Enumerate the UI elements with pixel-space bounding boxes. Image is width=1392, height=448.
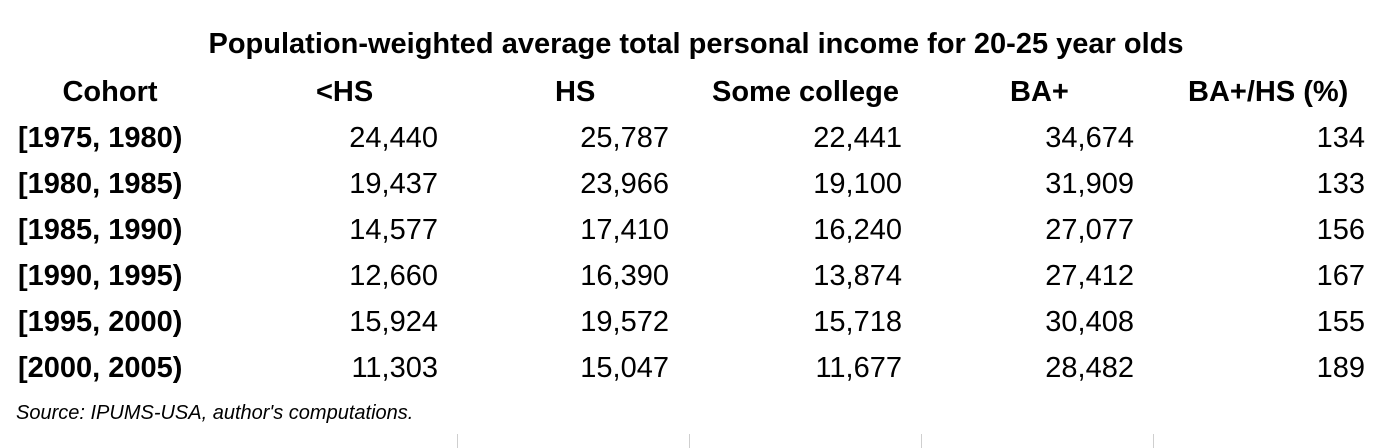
gridline-tick [1153,434,1154,448]
cohort-label: [2000, 2005) [18,352,183,384]
table-cell: 24,440 [349,122,438,154]
table-cell: 28,482 [1045,352,1134,384]
table-row [0,162,1392,206]
cohort-label: [1980, 1985) [18,168,183,200]
table-cell: 23,966 [580,168,669,200]
column-header: Cohort [62,76,158,108]
table-cell: 34,674 [1045,122,1134,154]
cohort-label: [1990, 1995) [18,260,183,292]
table-cell: 12,660 [349,260,438,292]
column-header: <HS [316,76,374,108]
table-row [0,116,1392,160]
table-cell: 25,787 [580,122,669,154]
table-cell: 15,924 [349,306,438,338]
source-note: Source: IPUMS-USA, author's computations. [16,402,414,424]
column-header: HS [555,76,596,108]
table-cell: 155 [1316,306,1365,338]
gridline-tick [689,434,690,448]
table-cell: 133 [1316,168,1365,200]
table-cell: 13,874 [813,260,902,292]
table-cell: 19,437 [349,168,438,200]
table-cell: 189 [1316,352,1365,384]
table-row [0,208,1392,252]
table-cell: 19,572 [580,306,669,338]
table-cell: 11,677 [815,352,902,384]
table-cell: 11,303 [351,352,438,384]
table-cell: 156 [1316,214,1365,246]
table-row [0,300,1392,344]
header-row [0,70,1392,114]
column-header: BA+/HS (%) [1188,76,1349,108]
table-cell: 167 [1316,260,1365,292]
table-row [0,254,1392,298]
column-header: BA+ [1010,76,1069,108]
cohort-label: [1975, 1980) [18,122,183,154]
table-cell: 19,100 [813,168,902,200]
column-header: Some college [712,76,899,108]
table-cell: 22,441 [813,122,902,154]
table-cell: 27,412 [1045,260,1134,292]
table-cell: 30,408 [1045,306,1134,338]
table-cell: 16,390 [580,260,669,292]
table-cell: 15,047 [580,352,669,384]
gridline-tick [921,434,922,448]
table-cell: 31,909 [1045,168,1134,200]
gridline-tick [457,434,458,448]
cohort-label: [1995, 2000) [18,306,183,338]
cohort-label: [1985, 1990) [18,214,183,246]
table-cell: 27,077 [1045,214,1134,246]
table-cell: 16,240 [813,214,902,246]
table-cell: 14,577 [349,214,438,246]
table-cell: 134 [1316,122,1365,154]
table-cell: 15,718 [813,306,902,338]
table-title: Population-weighted average total personal income for 20-25 year olds [208,28,1184,60]
table-cell: 17,410 [580,214,669,246]
table-row [0,346,1392,390]
